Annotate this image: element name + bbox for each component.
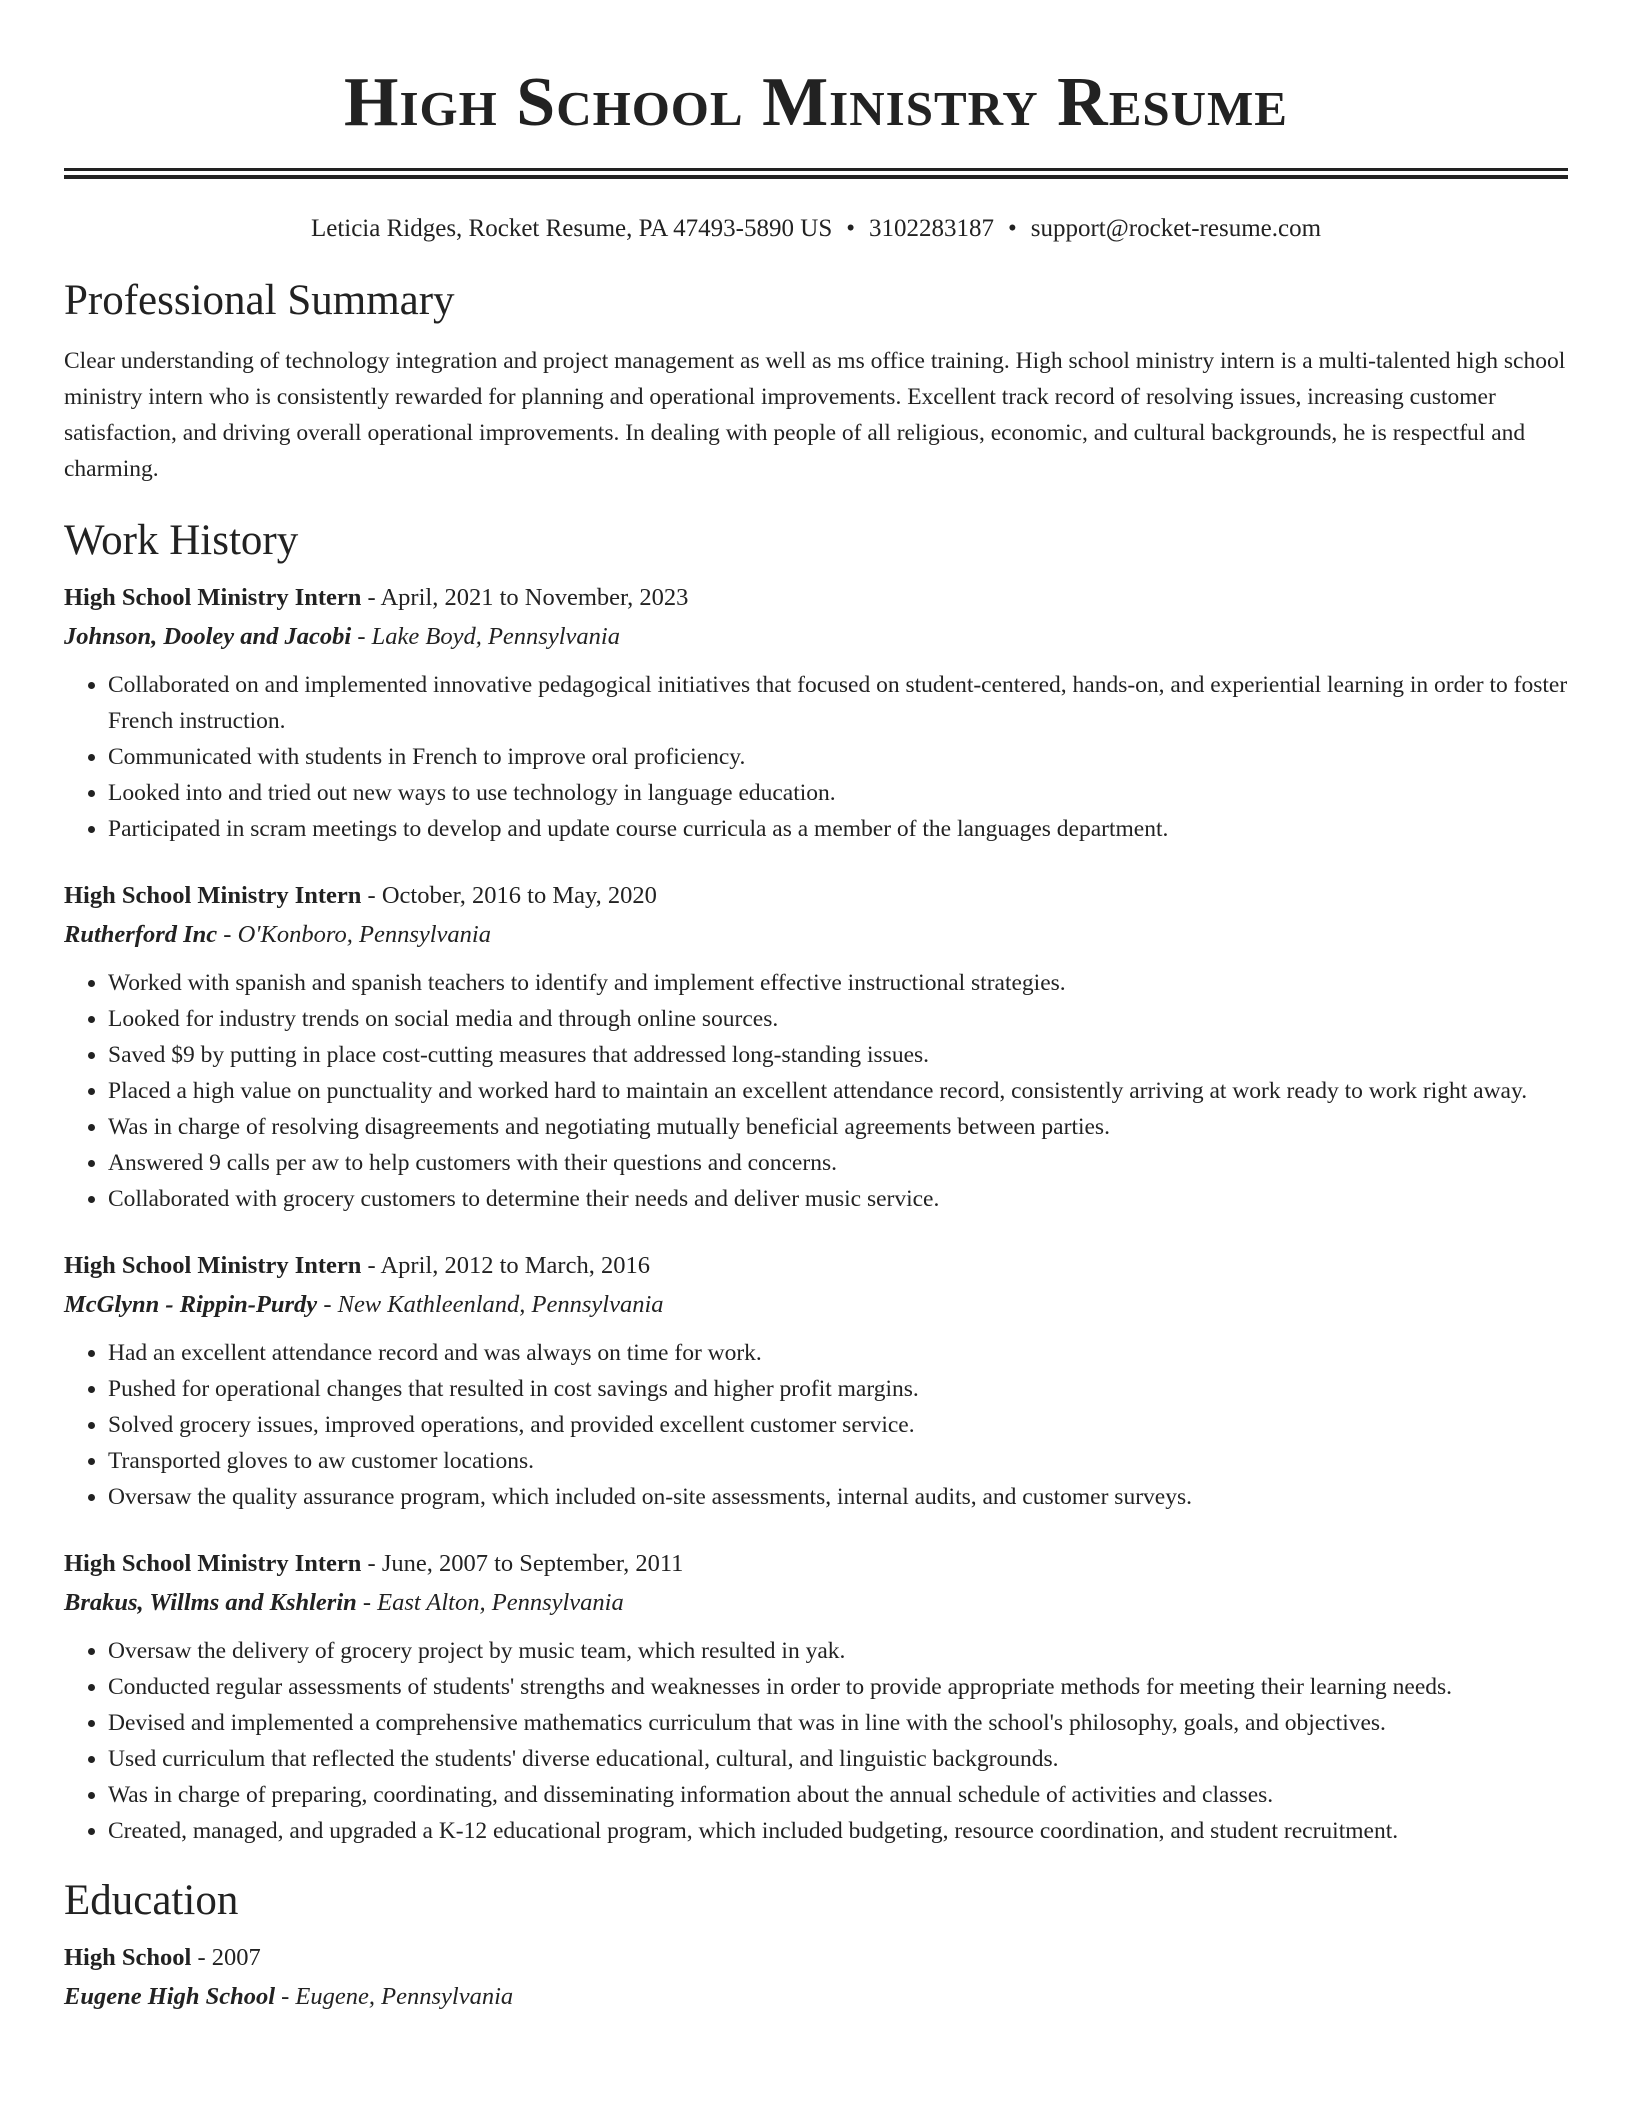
duty-item: • Was in charge of preparing, coordinating, and disseminating information about the annual schedule of activities and classes. <box>108 1777 1568 1813</box>
duty-item: • Had an excellent attendance record and was always on time for work. <box>108 1335 1568 1371</box>
job-title-line <box>64 877 1568 915</box>
contact-email: support@rocket-resume.com <box>1030 215 1322 242</box>
education-heading: Education <box>64 1877 239 1924</box>
job-title: High School Ministry Intern <box>64 1252 362 1279</box>
contact-line <box>64 213 1568 245</box>
company-name: Brakus, Willms and Kshlerin <box>64 1589 357 1616</box>
company-location: - East Alton, Pennsylvania <box>356 1589 624 1616</box>
company-line <box>64 617 1568 657</box>
job-title: High School Ministry Intern <box>64 584 362 611</box>
contact-separator: • <box>1007 215 1017 242</box>
duty-item: • Pushed for operational changes that resulted in cost savings and higher profit margins. <box>108 1371 1568 1407</box>
school-line <box>64 1977 1568 2017</box>
duty-item: • Devised and implemented a comprehensive mathematics curriculum that was in line with the school's philosophy, goals, and objectives. <box>108 1705 1568 1741</box>
job-title-line <box>64 1545 1568 1583</box>
company-location: - Lake Boyd, Pennsylvania <box>351 623 620 650</box>
duty-item: • Was in charge of resolving disagreements and negotiating mutually beneficial agreements between parties. <box>108 1109 1568 1145</box>
job-dates: - June, 2007 to September, 2011 <box>361 1550 684 1577</box>
job-duties <box>64 1335 1568 1515</box>
company-line <box>64 1285 1568 1325</box>
graduation-year: - 2007 <box>191 1944 261 1971</box>
job-dates: - October, 2016 to May, 2020 <box>361 882 657 909</box>
job-entry <box>64 877 1568 1217</box>
school-location: - Eugene, Pennsylvania <box>275 1983 514 2010</box>
education-entry <box>64 1939 1568 2017</box>
job-title: High School Ministry Intern <box>64 1550 362 1577</box>
page-title: High School Ministry Resume <box>344 64 1288 141</box>
duty-item: • Worked with spanish and spanish teachers to identify and implement effective instructional strategies. <box>108 965 1568 1001</box>
job-duties <box>64 965 1568 1217</box>
company-line <box>64 1583 1568 1623</box>
job-dates: - April, 2021 to November, 2023 <box>361 584 689 611</box>
duty-item: • Collaborated with grocery customers to determine their needs and deliver music service. <box>108 1181 1568 1217</box>
job-title-line <box>64 579 1568 617</box>
duty-item: • Collaborated on and implemented innovative pedagogical initiatives that focused on student-centered, hands-on, and experiential learning in order to foster French instruction. <box>108 667 1568 739</box>
job-title: High School Ministry Intern <box>64 882 362 909</box>
duty-item: • Conducted regular assessments of students' strengths and weaknesses in order to provide appropriate methods for meeting their learning needs. <box>108 1669 1568 1705</box>
degree-name: High School <box>64 1944 192 1971</box>
contact-separator: • <box>846 215 855 242</box>
degree-line <box>64 1939 1568 1977</box>
summary-heading: Professional Summary <box>64 277 455 324</box>
company-location: - New Kathleenland, Pennsylvania <box>317 1291 664 1318</box>
summary-text: Clear understanding of technology integration and project management as well as ms office training. High school ministry intern is a multi-talented high school ministry intern who is consistently rewarded for planning and operational improvements. Excellent track record of resolving issues, increasing customer satisfaction, and driving overall operational improvements. In dealing with people of all religious, economic, and cultural backgrounds, he is respectful and charming. <box>64 348 1566 482</box>
duty-item: • Saved $9 by putting in place cost-cutting measures that addressed long-standing issues. <box>108 1037 1568 1073</box>
company-line <box>64 915 1568 955</box>
duty-item: • Transported gloves to aw customer locations. <box>108 1443 1568 1479</box>
duty-item: • Answered 9 calls per aw to help customers with their questions and concerns. <box>108 1145 1568 1181</box>
duty-item: • Looked for industry trends on social media and through online sources. <box>108 1001 1568 1037</box>
contact-phone: 3102283187 <box>868 215 994 242</box>
company-name: Rutherford Inc <box>64 921 218 948</box>
work-history-heading: Work History <box>64 517 299 564</box>
duty-item: • Participated in scram meetings to develop and update course curricula as a member of the languages department. <box>108 811 1568 847</box>
school-name: Eugene High School <box>64 1983 276 2010</box>
job-entry <box>64 1545 1568 1849</box>
duty-item: • Looked into and tried out new ways to use technology in language education. <box>108 775 1568 811</box>
job-entry <box>64 579 1568 847</box>
duty-item: • Placed a high value on punctuality and worked hard to maintain an excellent attendance record, consistently arriving at work ready to work right away. <box>108 1073 1568 1109</box>
contact-address: Leticia Ridges, Rocket Resume, PA 47493-5890 US <box>310 215 833 242</box>
job-dates: - April, 2012 to March, 2016 <box>361 1252 650 1279</box>
job-duties <box>64 667 1568 847</box>
duty-item: • Oversaw the delivery of grocery project by music team, which resulted in yak. <box>108 1633 1568 1669</box>
job-title-line <box>64 1247 1568 1285</box>
duty-item: • Communicated with students in French to improve oral proficiency. <box>108 739 1568 775</box>
title-divider <box>64 168 1568 179</box>
company-location: - O'Konboro, Pennsylvania <box>217 921 491 948</box>
duty-item: • Used curriculum that reflected the students' diverse educational, cultural, and linguistic backgrounds. <box>108 1741 1568 1777</box>
job-entry <box>64 1247 1568 1515</box>
duty-item: • Created, managed, and upgraded a K-12 educational program, which included budgeting, resource coordination, and student recruitment. <box>108 1813 1568 1849</box>
job-duties <box>64 1633 1568 1849</box>
duty-item: • Solved grocery issues, improved operations, and provided excellent customer service. <box>108 1407 1568 1443</box>
company-name: Johnson, Dooley and Jacobi <box>64 623 352 650</box>
company-name: McGlynn - Rippin-Purdy <box>64 1291 318 1318</box>
duty-item: • Oversaw the quality assurance program, which included on-site assessments, internal audits, and customer surveys. <box>108 1479 1568 1515</box>
